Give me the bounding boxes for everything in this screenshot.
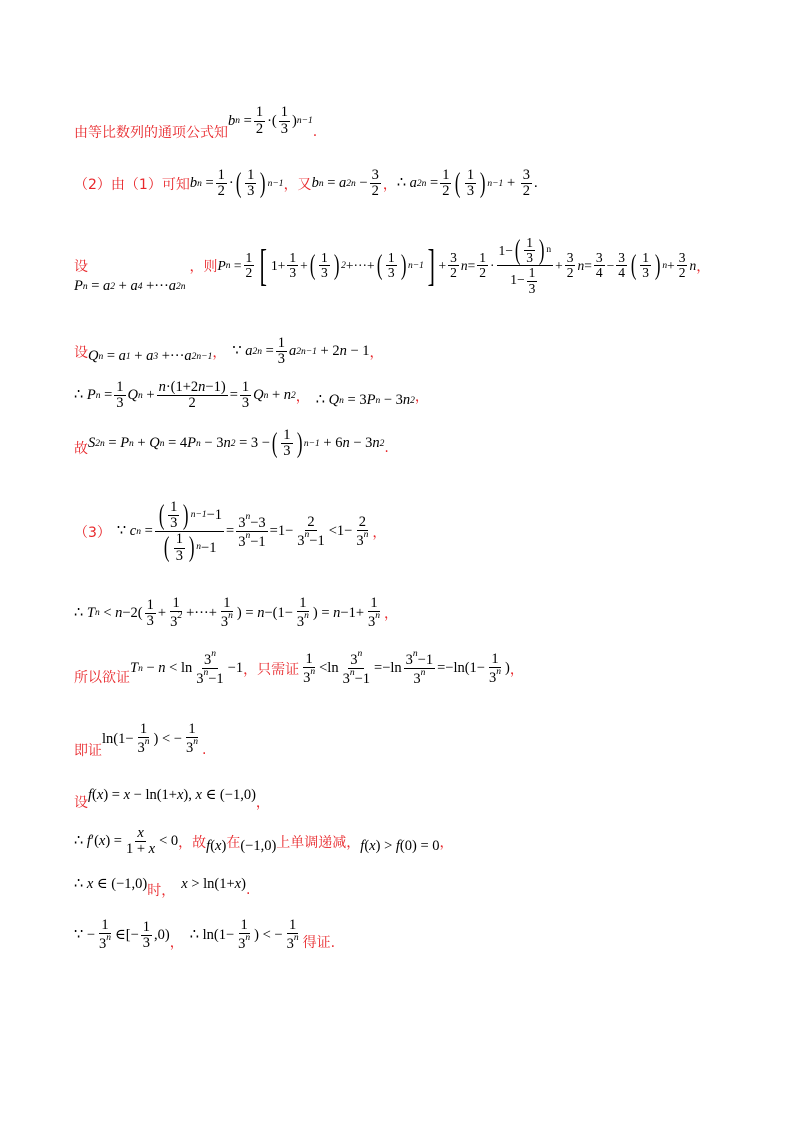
line-1 <box>74 100 317 142</box>
text: 所以欲证 <box>74 669 130 686</box>
formula: f ( x ) = x − ln(1+ x ), x ∈ (−1,0) <box>88 786 256 803</box>
text: 在 <box>226 834 241 851</box>
line-6 <box>74 428 389 459</box>
line-12 <box>74 826 454 857</box>
formula: ∴ a 2n = $\frac{1}{2}$ ( $\frac{1}{3}$ ) n−1 + $\frac{3}{2}$ . <box>396 167 538 200</box>
text: 设 <box>74 795 88 811</box>
text: ， <box>372 524 387 541</box>
text: ，故 <box>178 834 207 851</box>
line-13 <box>74 868 250 900</box>
line-5 <box>74 380 429 411</box>
line-4 <box>74 336 384 367</box>
text: 即证 <box>74 743 102 759</box>
text: ， <box>439 834 454 851</box>
formula: x > ln(1+ x ) <box>181 875 246 892</box>
formula: b n = a 2n − $\frac{3}{2}$ <box>311 167 379 200</box>
formula: ∵ c n = ( $\frac{1}{3}$ ) n−1 −1 ( $\frac{1}{3}$ ) n −1 = $\frac{3^n-3}{3^n-1}$ =1− $\frac{2}{3^n-1}$ <1− $\frac{2}{3^n}$ <box>116 499 369 564</box>
formula: T n − n < ln $\frac{3^n}{3^n-1}$ −1 <box>130 649 244 688</box>
formula: (−1,0) <box>240 838 277 855</box>
line-10 <box>74 718 206 760</box>
text: ， <box>255 795 270 811</box>
formula: b n = $\frac{1}{2}$ · ( $\frac{1}{3}$ ) n−1 <box>189 167 284 200</box>
line-2 <box>74 168 538 199</box>
text: ， <box>384 606 399 623</box>
text: ， <box>382 176 397 193</box>
formula: $\frac{1}{3^n}$ <ln $\frac{3^n}{3^n-1}$ =−ln $\frac{3^n-1}{3^n}$ =−ln(1− $\frac{1}{3^n}$ ) <box>303 649 510 688</box>
formula: f ( x ) <box>206 838 227 855</box>
text: 设 <box>74 259 88 276</box>
text: ，只需证 <box>243 661 300 678</box>
formula: P n = a 2 + a 4 +··· a 2n <box>74 278 186 295</box>
formula: ln(1− $\frac{1}{3^n}$ ) < − $\frac{1}{3^n}$ <box>102 720 198 756</box>
text: ， <box>369 344 384 361</box>
text: . <box>384 439 389 456</box>
text: 得证. <box>302 935 336 952</box>
formula: b n = $\frac{1}{2}$ ·( $\frac{1}{3}$ ) n−1 <box>228 104 313 137</box>
text: ， <box>414 388 429 405</box>
text: 由等比数列的通项公式知 <box>74 125 228 141</box>
text: ，则 <box>189 258 218 275</box>
text: ， <box>212 344 227 361</box>
formula: f ( x ) > f (0) = 0 <box>360 838 440 855</box>
line-3 <box>74 236 710 296</box>
text: . <box>245 882 251 898</box>
text: ， <box>169 935 184 952</box>
formula: P n = $\frac{1}{2}$ [ 1+ $\frac{1}{3}$ + ( $\frac{1}{3}$ ) 2 +···+ ( $\frac{1}{3}$ ) n−1 ] + $\frac{3}{2}$ n = $\frac{1}{2}$ · 1− ( $\frac{1}{3}$ ) n 1− $\frac{1}{3}$ + $\frac{3}{2}$ n = $\frac{3}{4}$ − $\frac{3}{4}$ ( $\frac{1}{3}$ ) n + $\frac{3}{2}$ n <box>217 234 697 296</box>
text: ， <box>509 661 524 678</box>
formula: ∴ ln(1− $\frac{1}{3^n}$ ) < − $\frac{1}{3^n}$ <box>189 917 299 953</box>
formula: ∴ x ∈ (−1,0) <box>74 875 148 892</box>
formula: Q n = a 1 + a 3 +··· a 2n−1 <box>88 348 213 365</box>
formula: ∴ T n < n −2( $\frac{1}{3}$ + $\frac{1}{3^2}$ +···+ $\frac{1}{3^n}$ ) = n −(1− $\frac{1}{3^n}$ ) = n −1+ $\frac{1}{3^n}$ <box>74 595 381 631</box>
formula: ∴ f ′( x ) = $\frac{x}{1 + x}$ < 0 <box>74 825 179 858</box>
line-8 <box>74 596 398 630</box>
formula: ∴ P n = $\frac{1}{3}$ Q n + $\frac{n\cdot(1+2n-1)}{2}$ = $\frac{1}{3}$ Q n + n 2 <box>74 379 296 412</box>
formula: ∴ Q n = 3 P n − 3 n 2 <box>315 392 415 409</box>
line-7 <box>74 500 386 564</box>
formula: ∵ a 2n = $\frac{1}{3}$ a 2n−1 + 2 n − 1 <box>232 335 370 368</box>
formula: ∵ − $\frac{1}{3^n}$ ∈[− $\frac{1}{3}$ ,0) <box>74 917 170 953</box>
text: （2）由（1）可知 <box>74 176 190 193</box>
line-9 <box>74 650 524 687</box>
text: 故 <box>74 440 88 457</box>
text: ， <box>295 388 310 405</box>
text: . <box>201 742 207 758</box>
text: 时， <box>147 883 176 899</box>
text: ， <box>696 258 711 275</box>
line-14 <box>74 918 335 952</box>
text: 设 <box>74 344 88 361</box>
text: （3） <box>74 524 111 541</box>
text: . <box>312 124 318 140</box>
formula: S 2n = P n + Q n = 4 P n − 3 n 2 = 3 − ( $\frac{1}{3}$ ) n−1 + 6 n − 3 n 2 <box>88 427 385 460</box>
text: ，又 <box>283 176 312 193</box>
text: 上单调递减， <box>276 834 361 851</box>
line-11 <box>74 778 270 812</box>
